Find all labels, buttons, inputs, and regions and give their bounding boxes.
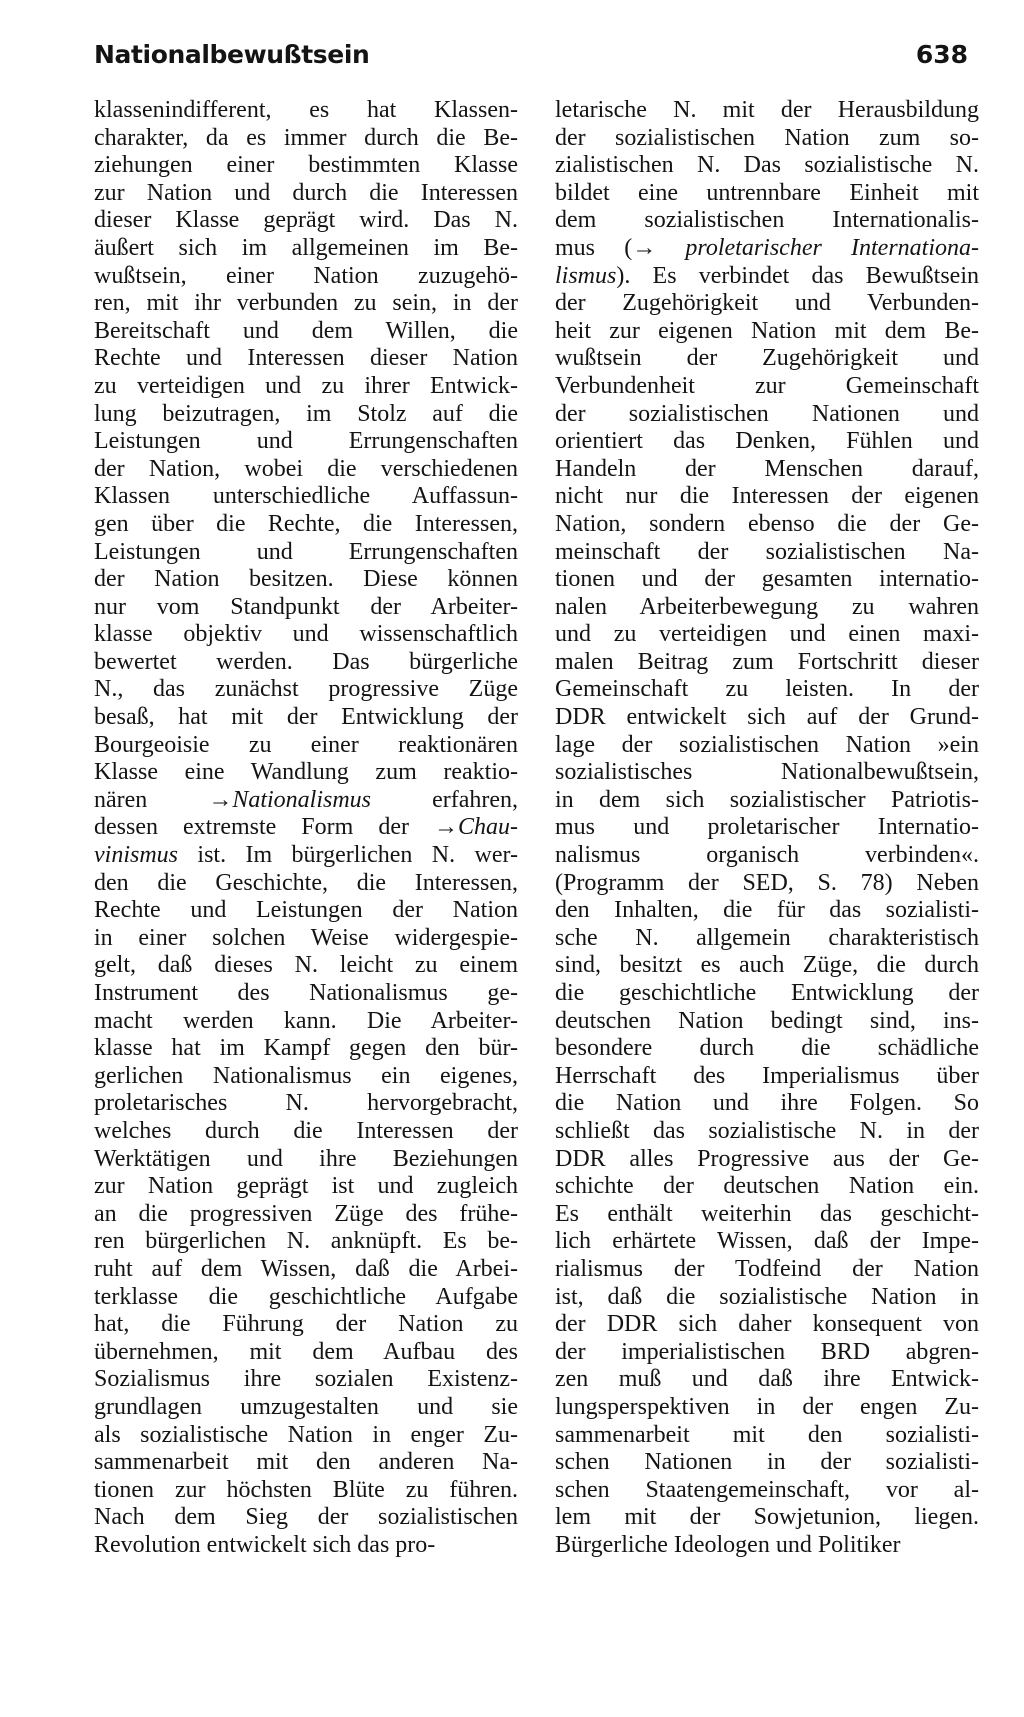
cross-reference-arrow: → [632, 234, 657, 261]
text-line: malen Beitrag zum Fortschritt dieser [555, 648, 979, 675]
text-line: lungsperspektiven in der engen Zu- [555, 1393, 979, 1420]
text-line: hat, die Führung der Nation zu [94, 1311, 518, 1338]
text-run: mus ( [555, 234, 633, 261]
text-line: wußtsein, einer Nation zuzugehö- [94, 262, 518, 289]
text-line: meinschaft der sozialistischen Na- [555, 538, 979, 565]
text-line: die Nation und ihre Folgen. So [555, 1090, 979, 1117]
text-line: grundlagen umzugestalten und sie [94, 1393, 518, 1420]
text-line: bildet eine untrennbare Einheit mit [555, 179, 979, 206]
text-line: mus und proletarischer Internatio- [555, 814, 979, 841]
text-line: bewertet werden. Das bürgerliche [94, 648, 518, 675]
text-line: Bürgerliche Ideologen und Politiker [555, 1531, 901, 1558]
text-line: gerlichen Nationalismus ein eigenes, [94, 1062, 518, 1089]
text-line: lem mit der Sowjetunion, liegen. [555, 1504, 979, 1531]
text-line: nalen Arbeiterbewegung zu wahren [555, 593, 979, 620]
text-line: Verbundenheit zur Gemeinschaft [555, 372, 979, 399]
text-line: N., das zunächst progressive Züge [94, 676, 518, 703]
text-line: tionen und der gesamten internatio- [555, 566, 979, 593]
text-line: in dem sich sozialistischer Patriotis- [555, 786, 979, 813]
text-line: rialismus der Todfeind der Nation [555, 1255, 979, 1282]
text-line: Bereitschaft und dem Willen, die [94, 317, 518, 344]
text-line: proletarisches N. hervorgebracht, [94, 1090, 518, 1117]
text-line: der imperialistischen BRD abgren- [555, 1338, 979, 1365]
left-text-column [94, 97, 518, 1559]
text-line: DDR entwickelt sich auf der Grund- [555, 704, 979, 731]
text-line: klasse objektiv und wissenschaftlich [94, 621, 518, 648]
text-line: wußtsein der Zugehörigkeit und [555, 345, 979, 372]
text-line: welches durch die Interessen der [94, 1117, 518, 1144]
text-line: charakter, da es immer durch die Be- [94, 124, 518, 151]
text-line: lage der sozialistischen Nation »ein [555, 731, 979, 758]
cross-reference-arrow: → [208, 786, 233, 813]
text-line: lung beizutragen, im Stolz auf die [94, 400, 518, 427]
text-line: letarische N. mit der Herausbildung [555, 97, 979, 123]
text-line: orientiert das Denken, Fühlen und [555, 428, 979, 455]
page-number: 638 [915, 40, 968, 69]
text-line: schen Staatengemeinschaft, vor al- [555, 1476, 979, 1503]
text-line: sammenarbeit mit den sozialisti- [555, 1421, 979, 1448]
text-run: ist. Im bürgerlichen N. wer- [178, 842, 518, 869]
text-line: Es enthält weiterhin das geschicht- [555, 1200, 979, 1227]
text-line: Handeln der Menschen darauf, [555, 455, 979, 482]
text-run: dessen extremste Form der [94, 814, 434, 841]
text-line: und zu verteidigen und einen maxi- [555, 621, 979, 648]
text-line: Leistungen und Errungenschaften [94, 538, 518, 565]
text-line: gelt, daß dieses N. leicht zu einem [94, 952, 518, 979]
text-line: der Nation besitzen. Diese können [94, 566, 518, 593]
text-line: zur Nation geprägt ist und zugleich [94, 1173, 518, 1200]
header-keyword: Nationalbewußtsein [94, 40, 370, 69]
text-line: lich erhärtete Wissen, daß der Impe- [555, 1228, 979, 1255]
text-line: Nation, sondern ebenso die der Ge- [555, 510, 979, 537]
text-line: tionen zur höchsten Blüte zu führen. [94, 1476, 518, 1503]
cross-reference-term: Nationalismus [232, 786, 372, 813]
cross-reference-term: Chau- [458, 814, 518, 841]
cross-reference-term: lismus [555, 262, 617, 289]
cross-reference-term: proletarischer Internationa- [656, 234, 979, 261]
text-line: dem sozialistischen Internationalis- [555, 207, 979, 234]
text-line: sammenarbeit mit den anderen Na- [94, 1449, 518, 1476]
text-line: heit zur eigenen Nation mit dem Be- [555, 317, 979, 344]
cross-reference-term: vinismus [94, 842, 178, 869]
text-line: ist, daß die sozialistische Nation in [555, 1283, 979, 1310]
text-line: den die Geschichte, die Interessen, [94, 869, 518, 896]
text-line: Bourgeoisie zu einer reaktionären [94, 731, 518, 758]
text-run: erfahren, [371, 786, 518, 813]
text-line [555, 235, 979, 263]
text-line: sind, besitzt es auch Züge, die durch [555, 952, 979, 979]
text-line: äußert sich im allgemeinen im Be- [94, 234, 518, 261]
text-line: ren, mit ihr verbunden zu sein, in der [94, 290, 518, 317]
text-line: ziehungen einer bestimmten Klasse [94, 152, 518, 179]
text-line: Herrschaft des Imperialismus über [555, 1062, 979, 1089]
text-line: übernehmen, mit dem Aufbau des [94, 1338, 518, 1365]
text-line: (Programm der SED, S. 78) Neben [555, 869, 979, 896]
text-line: sche N. allgemein charakteristisch [555, 924, 979, 951]
text-line: sozialistisches Nationalbewußtsein, [555, 759, 979, 786]
text-line: besondere durch die schädliche [555, 1035, 979, 1062]
text-line: Klassen unterschiedliche Auffassun- [94, 483, 518, 510]
text-line: Revolution entwickelt sich das pro- [94, 1531, 436, 1558]
text-line: terklasse die geschichtliche Aufgabe [94, 1283, 518, 1310]
right-text-column [555, 97, 979, 1559]
text-line: schließt das sozialistische N. in der [555, 1117, 979, 1144]
text-line: Gemeinschaft zu leisten. In der [555, 676, 979, 703]
text-line: besaß, hat mit der Entwicklung der [94, 704, 518, 731]
text-line: schen Nationen in der sozialisti- [555, 1449, 979, 1476]
page-header [94, 40, 968, 80]
text-line [94, 842, 518, 870]
text-line: an die progressiven Züge des frühe- [94, 1200, 518, 1227]
text-line: klasse hat im Kampf gegen den bür- [94, 1035, 518, 1062]
text-line: den Inhalten, die für das sozialisti- [555, 897, 979, 924]
text-line: der Nation, wobei die verschiedenen [94, 455, 518, 482]
text-line: Rechte und Interessen dieser Nation [94, 345, 518, 372]
text-line: deutschen Nation bedingt sind, ins- [555, 1007, 979, 1034]
text-line: klassenindifferent, es hat Klassen- [94, 97, 518, 123]
text-line [94, 814, 518, 842]
text-line: nur vom Standpunkt der Arbeiter- [94, 593, 518, 620]
text-line: macht werden kann. Die Arbeiter- [94, 1007, 518, 1034]
text-line: in einer solchen Weise widergespie- [94, 924, 518, 951]
text-line: ruht auf dem Wissen, daß die Arbei- [94, 1255, 518, 1282]
cross-reference-arrow: → [434, 814, 458, 841]
text-run: ). Es verbindet das Bewußtsein [616, 262, 979, 289]
text-line: zu verteidigen und zu ihrer Entwick- [94, 372, 518, 399]
text-line: Nach dem Sieg der sozialistischen [94, 1504, 518, 1531]
text-line: ren bürgerlichen N. anknüpft. Es be- [94, 1228, 518, 1255]
text-line: Klasse eine Wandlung zum reaktio- [94, 759, 518, 786]
text-line: als sozialistische Nation in enger Zu- [94, 1421, 518, 1448]
text-line: dieser Klasse geprägt wird. Das N. [94, 207, 518, 234]
text-line: der DDR sich daher konsequent von [555, 1311, 979, 1338]
text-line: Instrument des Nationalismus ge- [94, 980, 518, 1006]
text-run: nären [94, 786, 209, 813]
text-line: Rechte und Leistungen der Nation [94, 897, 518, 924]
text-line [94, 787, 518, 815]
text-line: Sozialismus ihre sozialen Existenz- [94, 1366, 518, 1393]
text-line: nalismus organisch verbinden«. [555, 842, 979, 869]
text-line: Leistungen und Errungenschaften [94, 428, 518, 455]
text-line: gen über die Rechte, die Interessen, [94, 510, 518, 537]
text-line: zen muß und daß ihre Entwick- [555, 1366, 979, 1393]
text-line: der sozialistischen Nation zum so- [555, 124, 979, 151]
text-line: zialistischen N. Das sozialistische N. [555, 152, 979, 179]
text-line: Werktätigen und ihre Beziehungen [94, 1145, 518, 1172]
text-line: nicht nur die Interessen der eigenen [555, 483, 979, 510]
text-line: zur Nation und durch die Interessen [94, 179, 518, 206]
text-line: die geschichtliche Entwicklung der [555, 980, 979, 1006]
text-line: schichte der deutschen Nation ein. [555, 1173, 979, 1200]
text-line: der sozialistischen Nationen und [555, 400, 979, 427]
text-line: DDR alles Progressive aus der Ge- [555, 1145, 979, 1172]
text-line: der Zugehörigkeit und Verbunden- [555, 290, 979, 317]
text-line [555, 263, 979, 291]
